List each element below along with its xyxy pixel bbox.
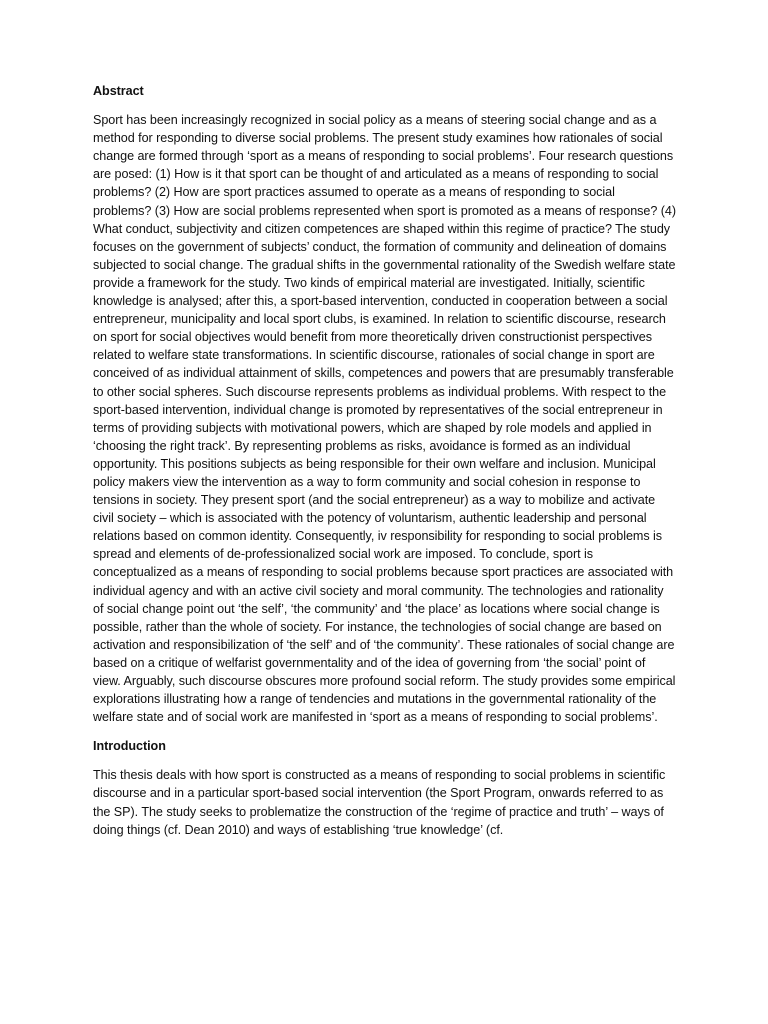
introduction-paragraph: This thesis deals with how sport is constructed as a means of responding to social problems in scientific discourse and in a particular sport-based social intervention (the Sport Program, onwards referred to as the SP). The study seeks to problematize the construction of the ‘regime of practice and truth’ – ways of doing things (cf. Dean 2010) and ways of establishing ‘true knowledge’ (cf. xyxy=(93,768,666,837)
abstract-paragraph: Sport has been increasingly recognized in social policy as a means of steering social change and as a method for responding to diverse social problems. The present study examines how rationales of social change are formed through ‘sport as a means of responding to social problems’. Four research questions are posed: (1) How is it that sport can be thought of and articulated as a means of responding to social problems? (2) How are sport practices assumed to operate as a means of responding to social problems? (3) How are social problems represented when sport is promoted as a means of response? (4) What conduct, subjectivity and citizen competences are shaped within this regime of practice? The study focuses on the government of subjects’ conduct, the formation of community and delineation of domains subjected to social change. The gradual shifts in the governmental rationality of the Swedish welfare state provide a framework for the study. Two kinds of empirical material are investigated. Initially, scientific knowledge is analysed; after this, a sport-based intervention, conducted in cooperation between a social entrepreneur, municipality and local sport clubs, is examined. In relation to scientific discourse, research on sport for social objectives would benefit from more theoretically driven constructionist perspectives related to welfare state transformations. In scientific discourse, rationales of social change in sport are conceived of as individual attainment of skills, competences and powers that are presumably transferable to other social spheres. Such discourse represents problems as individual problems. With respect to the sport-based intervention, individual change is promoted by representatives of the social entrepreneur in terms of providing subjects with motivational powers, which are shaped by role models and applied in ‘choosing the right track’. By representing problems as risks, avoidance is formed as an individual opportunity. This positions subjects as being responsible for their own welfare and inclusion. Municipal policy makers view the intervention as a way to form community and social cohesion in response to tensions in society. They present sport (and the social entrepreneur) as a way to mobilize and activate civil society – which is associated with the potency of voluntarism, authentic leadership and personal relations based on common identity. Consequently, iv responsibility for responding to social problems is spread and elements of de-professionalized social work are imposed. To conclude, sport is conceptualized as a means of responding to social problems because sport practices are associated with individual agency and with an active civil society and moral community. The technologies and rationality of social change point out ‘the self’, ‘the community’ and ‘the place’ as locations where social change is possible, rather than the whole of society. For instance, the technologies of social change are based on activation and responsibilization of ‘the self’ and of ‘the community’. These rationales of social change are based on a critique of welfarist governmentality and of the idea of governing from ‘the social’ point of view. Arguably, such discourse obscures more profound social reform. The study provides some empirical explorations illustrating how a range of tendencies and mutations in the governmental rationality of the welfare state and of social work are manifested in ‘sport as a means of responding to social problems’. xyxy=(93,113,676,725)
introduction-heading: Introduction xyxy=(93,739,166,754)
document-page xyxy=(93,82,676,850)
abstract-heading: Abstract xyxy=(93,84,144,98)
